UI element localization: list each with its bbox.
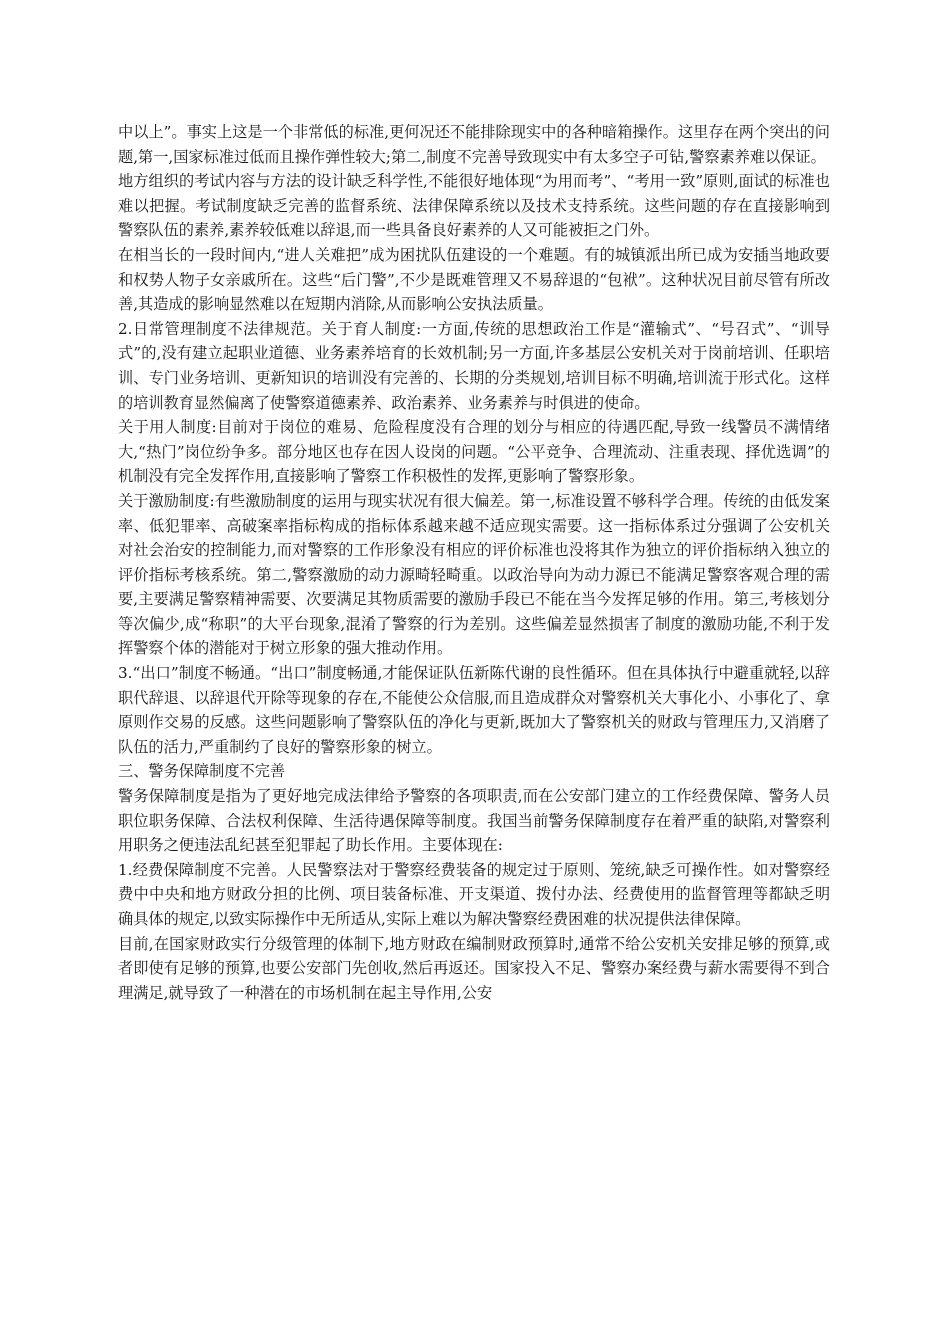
document-body [118,120,830,1005]
paragraph-1: 中以上”。事实上这是一个非常低的标准,更何况还不能排除现实中的各种暗箱操作。这里存在两个突出的问题,第一,国家标准过低而且操作弹性较大;第二,制度不完善导致现实中有太多空子可钻,警察素养难以保证。 [118,123,830,166]
paragraph-5: 关于用人制度:目前对于岗位的难易、危险程度没有合理的划分与相应的待遇匹配,导致一线警员不满情绪大,“热门”岗位纷争多。部分地区也存在因人设岗的问题。“公平竞争、合理流动、注重表现、择优选调”的机制没有完全发挥作用,直接影响了警察工作积极性的发挥,更影响了警察形象。 [118,418,830,486]
paragraph-4: 2.日常管理制度不法律规范。关于育人制度:一方面,传统的思想政治工作是“灌输式”、“号召式”、“训导式”的,没有建立起职业道德、业务素养培育的长效机制;另一方面,许多基层公安机关对于岗前培训、任职培训、专门业务培训、更新知识的培训没有完善的、长期的分类规划,培训目标不明确,培训流于形式化。这样的培训教育显然偏离了使警察道德素养、政治素养、业务素养与时俱进的使命。 [118,319,830,412]
paragraph-9: 1.经费保障制度不完善。人民警察法对于警察经费装备的规定过于原则、笼统,缺乏可操作性。如对警察经费中中央和地方财政分担的比例、项目装备标准、开支渠道、拨付办法、经费使用的监督管理等都缺乏明确具体的规定,以致实际操作中无所适从,实际上难以为解决警察经费困难的状况提供法律保障。 [118,860,830,928]
section-heading: 三、警务保障制度不完善 [118,762,286,781]
paragraph-3: 在相当长的一段时间内,“进人关难把”成为困扰队伍建设的一个难题。有的城镇派出所已成为安插当地政要和权势人物子女亲戚所在。这些“后门警”,不少是既难管理又不易辞退的“包袱”。这种状况目前尽管有所改善,其造成的影响显然难以在短期内消除,从而影响公安执法质量。 [118,245,830,314]
paragraph-8: 警务保障制度是指为了更好地完成法律给予警察的各项职责,而在公安部门建立的工作经费保障、警务人员职位职务保障、合法权利保障、生活待遇保障等制度。我国当前警务保障制度存在着严重的缺陷,对警察利用职务之便违法乱纪甚至犯罪起了助长作用。主要体现在: [118,787,830,855]
paragraph-6: 关于激励制度:有些激励制度的运用与现实状况有很大偏差。第一,标准设置不够科学合理。传统的由低发案率、低犯罪率、高破案率指标构成的指标体系越来越不适应现实需要。这一指标体系过分强调了公安机关对社会治安的控制能力,而对警察的工作形象没有相应的评价标准也没将其作为独立的评价指标纳入独立的评价指标考核系统。第二,警察激励的动力源畸轻畸重。以政治导向为动力源已不能满足警察客观合理的需要,主要满足警察精神需要、次要满足其物质需要的激励手段已不能在当今发挥足够的作用。第三,考核划分等次偏少,成“称职”的大平台现象,混淆了警察的行为差别。这些偏差显然损害了制度的激励功能,不利于发挥警察个体的潜能对于树立形象的强大推动作用。 [118,491,830,658]
paragraph-7: 3.“出口”制度不畅通。“出口”制度畅通,才能保证队伍新陈代谢的良性循环。但在具体执行中避重就轻,以辞职代辞退、以辞退代开除等现象的存在,不能使公众信服,而且造成群众对警察机关大事化小、小事化了、拿原则作交易的反感。这些问题影响了警察队伍的净化与更新,既加大了警察机关的财政与管理压力,又消磨了队伍的活力,严重制约了良好的警察形象的树立。 [118,664,830,756]
paragraph-2: 地方组织的考试内容与方法的设计缺乏科学性,不能很好地体现“为用而考”、“考用一致”原则,面试的标准也难以把握。考试制度缺乏完善的监督系统、法律保障系统以及技术支持系统。这些问题的存在直接影响到警察队伍的素养,素养较低难以辞退,而一些具备良好素养的人又可能被拒之门外。 [118,172,830,240]
paragraph-10: 目前,在国家财政实行分级管理的体制下,地方财政在编制财政预算时,通常不给公安机关安排足够的预算,或者即使有足够的预算,也要公安部门先创收,然后再返还。国家投入不足、警察办案经费与薪水需要得不到合理满足,就导致了一种潜在的市场机制在起主导作用,公安 [118,934,830,1002]
